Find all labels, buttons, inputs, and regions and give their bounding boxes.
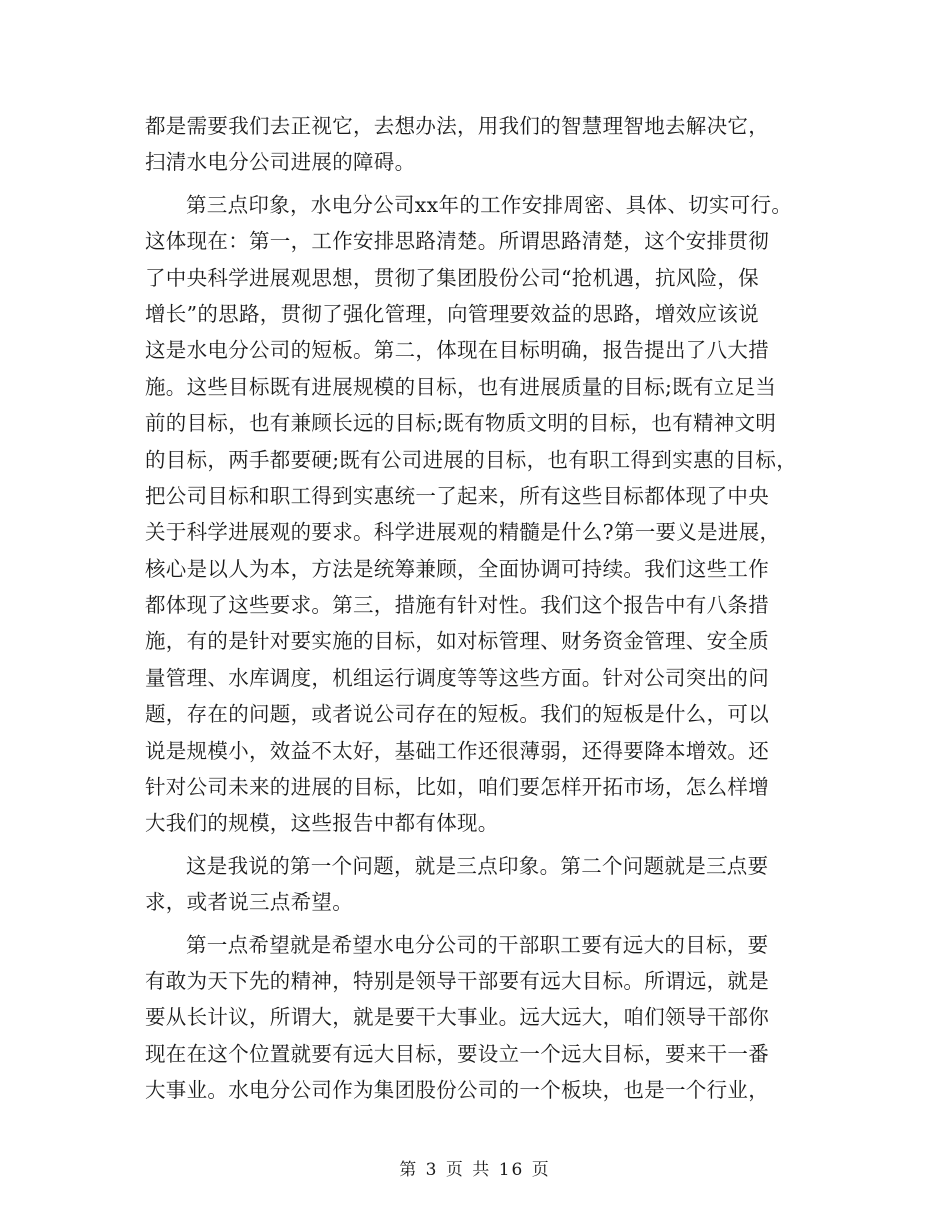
- body-text: [145, 108, 825, 1109]
- text-line: 这体现在：第一，工作安排思路清楚。所谓思路清楚，这个安排贯彻: [145, 229, 769, 254]
- paragraph-start-line: 第三点印象，水电分公司xx年的工作安排周密、具体、切实可行。: [186, 192, 793, 217]
- text-line: 有敢为天下先的精神，特别是领导干部要有远大目标。所谓远，就是: [145, 968, 769, 993]
- text-line: 施。这些目标既有进展规模的目标，也有进展质量的目标;既有立足当: [145, 374, 777, 399]
- text-line: 量管理、水库调度，机组运行调度等等这些方面。针对公司突出的问: [145, 665, 769, 690]
- text-line: 的目标，两手都要硬;既有公司进展的目标，也有职工得到实惠的目标，: [145, 447, 798, 472]
- page-number-footer: 第 3 页 共 16 页: [399, 1160, 551, 1180]
- text-line: 都体现了这些要求。第三，措施有针对性。我们这个报告中有八条措: [145, 593, 769, 618]
- text-line: 了中央科学进展观思想，贯彻了集团股份公司“抢机遇，抗风险，保: [145, 265, 759, 290]
- text-line: 增长”的思路，贯彻了强化管理，向管理要效益的思路，增效应该说: [145, 301, 759, 326]
- text-line: 核心是以人为本，方法是统筹兼顾，全面协调可持续。我们这些工作: [145, 556, 769, 581]
- text-line: 针对公司未来的进展的目标，比如，咱们要怎样开拓市场，怎么样增: [145, 775, 769, 800]
- text-line: 大我们的规模，这些报告中都有体现。: [145, 811, 499, 836]
- text-line: 把公司目标和职工得到实惠统一了起来，所有这些目标都体现了中央: [145, 483, 769, 508]
- text-line: 现在在这个位置就要有远大目标，要设立一个远大目标，要来干一番: [145, 1041, 769, 1066]
- text-line: 求，或者说三点希望。: [145, 890, 353, 915]
- text-line: 要从长计议，所谓大，就是要干大事业。远大远大，咱们领导干部你: [145, 1005, 769, 1030]
- text-line: 说是规模小，效益不太好，基础工作还很薄弱，还得要降本增效。还: [145, 738, 769, 763]
- paragraph-start-line: 第一点希望就是希望水电分公司的干部职工要有远大的目标，要: [186, 932, 769, 957]
- text-line: 前的目标，也有兼顾长远的目标;既有物质文明的目标，也有精神文明: [145, 411, 777, 436]
- text-line: 施，有的是针对要实施的目标，如对标管理、财务资金管理、安全质: [145, 629, 769, 654]
- text-line: 都是需要我们去正视它，去想办法，用我们的智慧理智地去解决它，: [145, 114, 769, 138]
- paragraph-start-line: 这是我说的第一个问题，就是三点印象。第二个问题就是三点要: [186, 853, 769, 878]
- text-line: 关于科学进展观的要求。科学进展观的精髓是什么?第一要义是进展，: [145, 520, 781, 545]
- text-line: 扫清水电分公司进展的障碍。: [145, 150, 416, 175]
- text-line: 大事业。水电分公司作为集团股份公司的一个板块，也是一个行业，: [145, 1078, 769, 1103]
- text-line: 题，存在的问题，或者说公司存在的短板。我们的短板是什么，可以: [145, 702, 769, 727]
- text-line: 这是水电分公司的短板。第二，体现在目标明确，报告提出了八大措: [145, 338, 769, 363]
